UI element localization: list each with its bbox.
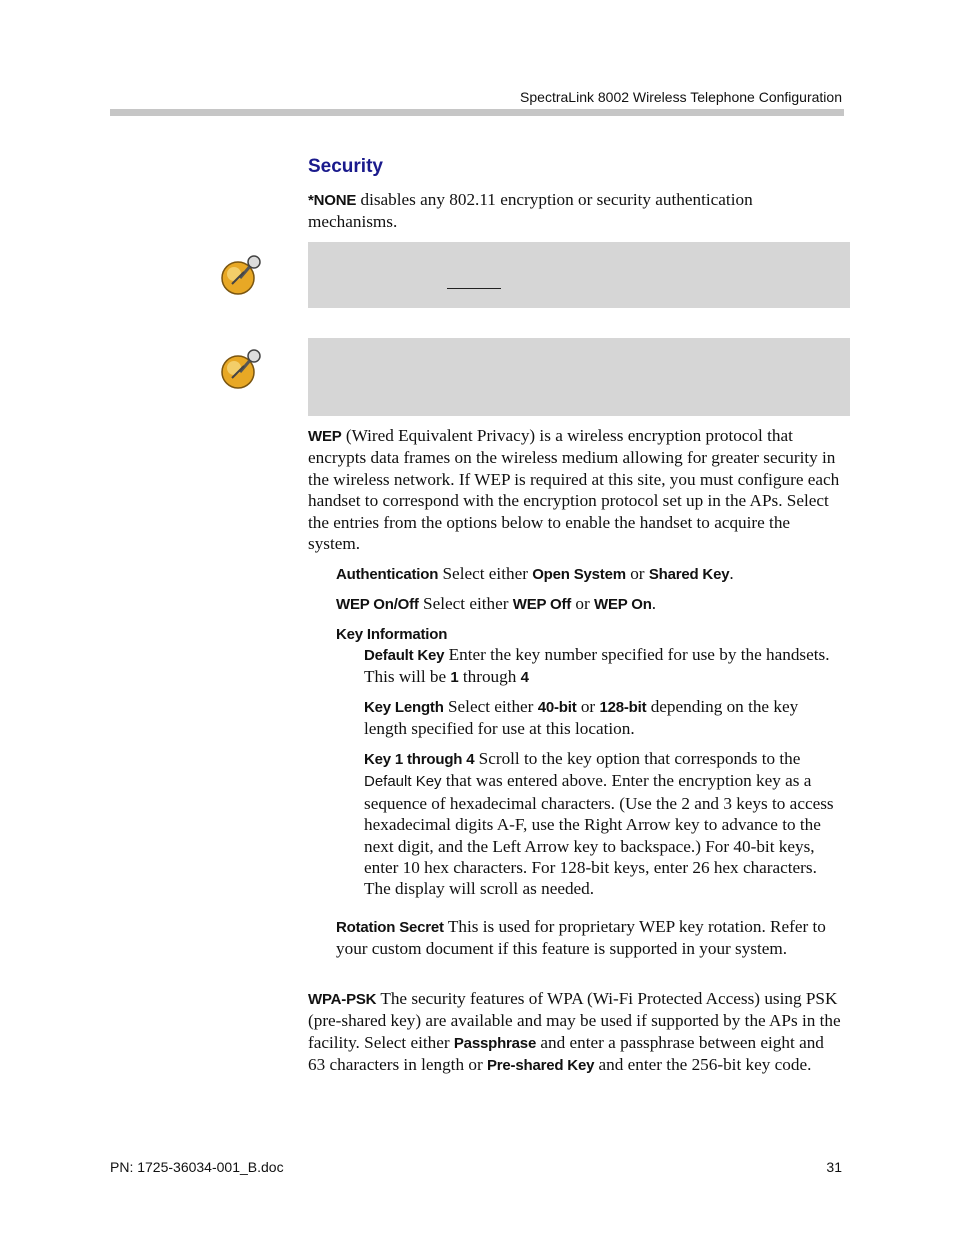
text: and enter the 256-bit key code. bbox=[594, 1055, 812, 1075]
text: or bbox=[625, 564, 649, 583]
text: that was entered above. Enter the encryption key as a sequence of hexadecimal characters. (Use the 2 and 3 keys to access hexadecimal digits A-F, use the Right Arrow key to advance to the next digit, and the Left Arrow key to backspace.) For 40-bit keys, enter 10 hex characters. For 128-bit keys, enter 26 hex characters. The display will scroll as needed. bbox=[364, 771, 834, 899]
text: through bbox=[458, 667, 521, 687]
none-paragraph bbox=[308, 189, 844, 233]
text: The security features of WPA (Wi-Fi Protected Access) using PSK (pre-shared key) are available and may be used if supported by the APs in the facility. Select either bbox=[308, 989, 841, 1052]
term-key-length: Key Length bbox=[364, 699, 444, 716]
header-rule bbox=[110, 109, 844, 116]
term-authentication: Authentication bbox=[336, 566, 439, 583]
none-text: disables any 802.11 encryption or security authentication mechanisms. bbox=[308, 190, 753, 232]
text: Enter the key number specified for use by the handsets. This will be bbox=[364, 645, 830, 687]
option-wep-off: WEP Off bbox=[512, 596, 572, 613]
pushpin-note-icon bbox=[218, 252, 266, 300]
term-none: *NONE bbox=[308, 192, 357, 209]
text: and enter a passphrase between eight and 63 characters in length or bbox=[308, 1032, 824, 1075]
option-open-system: Open System bbox=[532, 566, 626, 583]
text: Select either bbox=[443, 697, 538, 716]
key-length-item bbox=[364, 696, 844, 740]
term-key-information: Key Information bbox=[336, 626, 448, 643]
term-key-1-through-4: Key 1 through 4 bbox=[364, 751, 475, 768]
section-title: Security bbox=[308, 156, 383, 177]
note-box bbox=[308, 338, 850, 416]
option-pre-shared-key: Pre-shared Key bbox=[486, 1057, 595, 1075]
text: or bbox=[571, 594, 594, 613]
term-wep: WEP bbox=[308, 428, 342, 445]
text: Select either bbox=[438, 564, 533, 583]
default-key-item bbox=[364, 644, 844, 689]
text: Select either bbox=[418, 594, 513, 613]
authentication-item bbox=[336, 563, 846, 585]
value-1: 1 bbox=[450, 669, 459, 687]
option-wep-on: WEP On bbox=[594, 596, 652, 613]
option-passphrase: Passphrase bbox=[453, 1034, 537, 1052]
note-box bbox=[308, 242, 850, 308]
text: . bbox=[651, 594, 656, 613]
text: Scroll to the key option that corresponds to the bbox=[474, 749, 801, 768]
note-underline bbox=[447, 288, 501, 289]
text: This is used for proprietary WEP key rotation. Refer to your custom document if this feature is supported in your system. bbox=[336, 917, 826, 959]
rotation-secret-item bbox=[336, 916, 846, 960]
pushpin-note-icon bbox=[218, 346, 266, 394]
key-information-heading bbox=[336, 623, 846, 645]
value-128-bit: 128-bit bbox=[599, 699, 647, 716]
term-wpa-psk: WPA-PSK bbox=[308, 991, 377, 1008]
wep-onoff-item bbox=[336, 593, 846, 615]
text: . bbox=[729, 564, 734, 583]
value-4: 4 bbox=[520, 669, 529, 687]
ref-default-key: Default Key bbox=[364, 773, 442, 791]
running-header: SpectraLink 8002 Wireless Telephone Configuration bbox=[520, 89, 842, 105]
key-1-through-4-item bbox=[364, 748, 844, 900]
wep-paragraph bbox=[308, 425, 844, 554]
footer-part-number: PN: 1725-36034-001_B.doc bbox=[110, 1159, 284, 1175]
wep-text: (Wired Equivalent Privacy) is a wireless encryption protocol that encrypts data frames on the wireless medium allowing for greater security in the wireless network. If WEP is required at this site, you must configure each handset to correspond with the encryption protocol set up in the APs. Select the entries from the options below to enable the handset to acquire the system. bbox=[308, 426, 840, 554]
option-shared-key: Shared Key bbox=[648, 566, 730, 583]
text: depending on the key length specified for use at this location. bbox=[364, 697, 799, 739]
term-rotation-secret: Rotation Secret bbox=[336, 919, 444, 936]
value-40-bit: 40-bit bbox=[537, 699, 577, 716]
wpa-psk-paragraph bbox=[308, 988, 844, 1077]
text: or bbox=[576, 697, 600, 716]
term-default-key: Default Key bbox=[364, 647, 445, 664]
term-wep-onoff: WEP On/Off bbox=[336, 596, 419, 613]
page-number: 31 bbox=[826, 1159, 842, 1175]
